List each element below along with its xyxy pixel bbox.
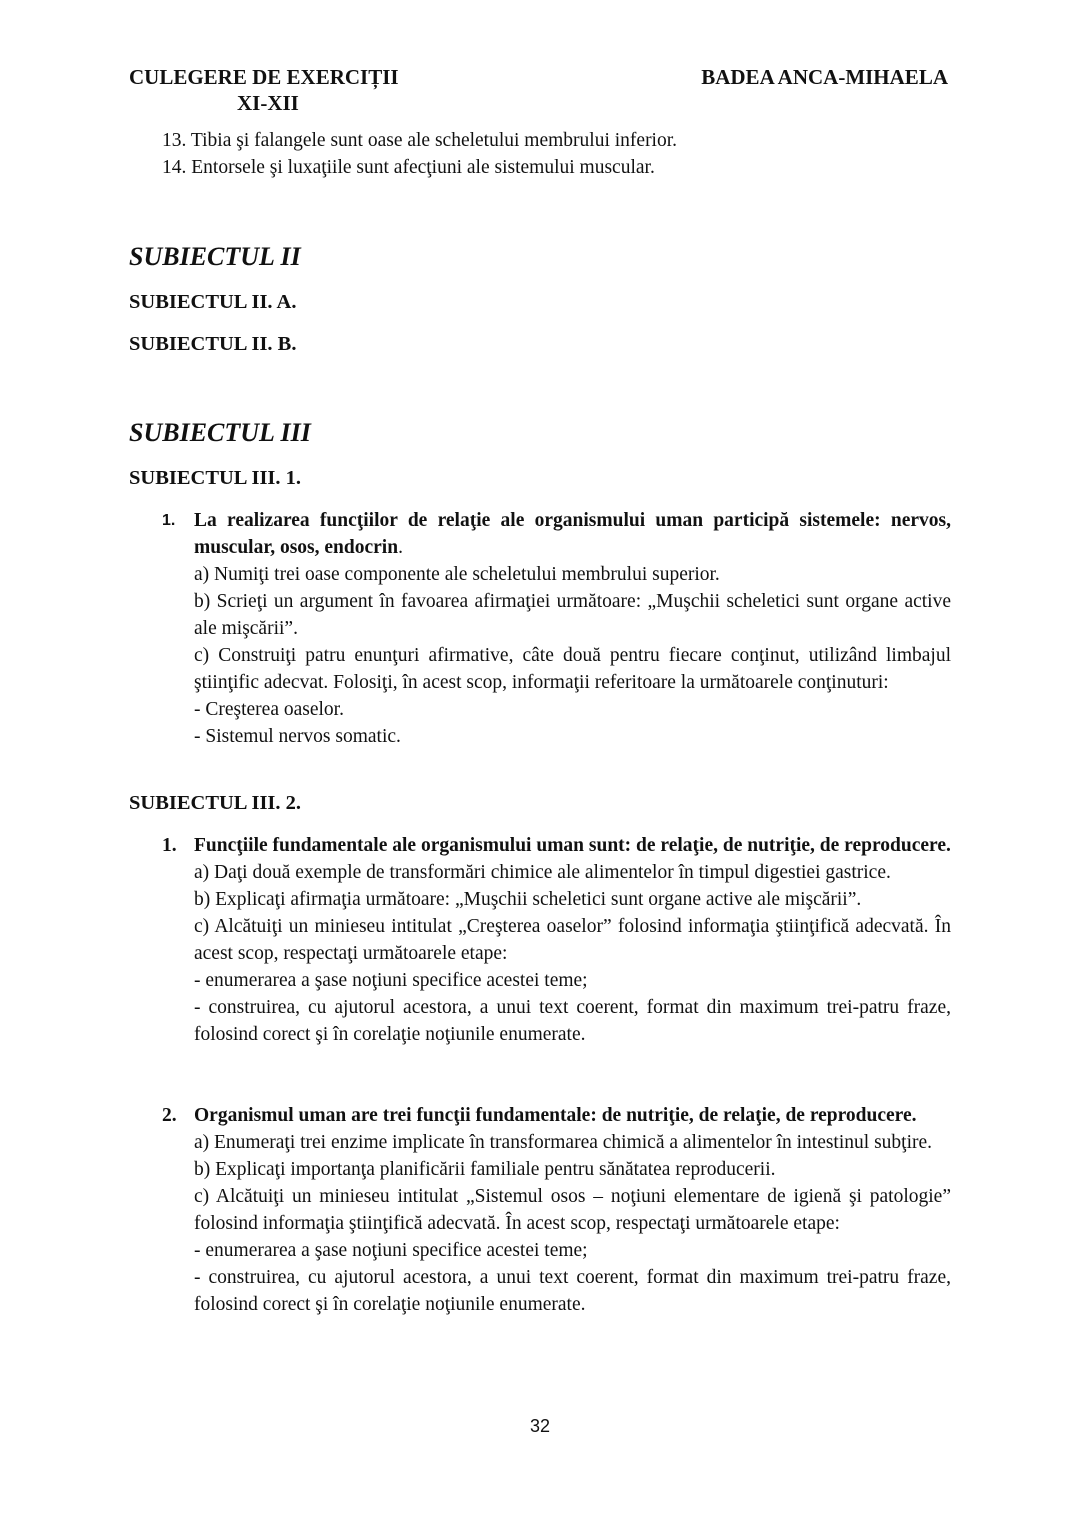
statement-13: 13. Tibia şi falangele sunt oase ale scheletului membrului inferior. <box>162 130 678 151</box>
question-stem: Funcţiile fundamentale ale organismului uman sunt: de relaţie, de nutriţie, de reproducere. <box>194 835 951 856</box>
subsection-heading-iii-2: SUBIECTUL III. 2. <box>129 792 302 814</box>
subsection-heading-iii-1: SUBIECTUL III. 1. <box>129 467 302 489</box>
question-part-c: c) Alcătuiţi un minieseu intitulat „Creşterea oaselor” folosind informaţia ştiinţifică adecvată. În acest scop, respectaţi următoarele etape: <box>194 916 951 964</box>
header-title-line1: CULEGERE DE EXERCIȚII <box>129 65 399 89</box>
question-iii-1-1 <box>162 507 951 750</box>
question-part-c-item: - Sistemul nervos somatic. <box>194 726 401 747</box>
question-iii-2-1 <box>162 832 951 1048</box>
header-title-line2: XI-XII <box>237 91 299 115</box>
question-part-b: b) Explicaţi afirmaţia următoare: „Muşchii scheletici sunt organe active ale mişcării”. <box>194 889 862 910</box>
question-part-b: b) Explicaţi importanţa planificării familiale pentru sănătatea reproducerii. <box>194 1159 776 1180</box>
subsection-heading-ii-a: SUBIECTUL II. A. <box>129 291 297 313</box>
question-part-c-item: - enumerarea a şase noţiuni specifice acestei teme; <box>194 1240 588 1261</box>
question-part-a: a) Enumeraţi trei enzime implicate în transformarea chimică a alimentelor în intestinul subţire. <box>194 1132 933 1153</box>
page-number: 32 <box>529 1416 551 1436</box>
question-part-b: b) Scrieţi un argument în favoarea afirmaţiei următoare: „Muşchii scheletici sunt organe active ale mişcării”. <box>194 591 951 639</box>
question-iii-2-2 <box>162 1102 951 1318</box>
question-part-a: a) Numiţi trei oase componente ale scheletului membrului superior. <box>194 564 720 585</box>
question-part-c-item: - enumerarea a şase noţiuni specifice acestei teme; <box>194 970 588 991</box>
question-stem-bold: La realizarea funcţiilor de relaţie ale organismului uman participă sistemele: nervos, muscular, osos, endocrin <box>194 510 951 558</box>
question-number: 2. <box>162 1105 177 1126</box>
question-stem-tail: . <box>398 537 403 558</box>
question-stem: Organismul uman are trei funcţii fundamentale: de nutriţie, de relaţie, de reproducere. <box>194 1105 917 1126</box>
question-part-c: c) Construiţi patru enunţuri afirmative, câte două pentru fiecare conţinut, utilizând limbajul ştiinţific adecvat. Folosiţi, în acest scop, informaţii referitoare la următoarele conţinuturi: <box>194 645 951 693</box>
header-author: BADEA ANCA-MIHAELA <box>701 65 948 89</box>
question-number: 1. <box>162 835 177 856</box>
question-number: 1. <box>162 512 176 529</box>
header-title <box>129 64 399 116</box>
section-heading-subiectul-ii: SUBIECTUL II <box>129 242 301 271</box>
question-part-c-item: - construirea, cu ajutorul acestora, a unui text coerent, format din maximum trei-patru fraze, folosind corect şi în corelaţie noţiunile enumerate. <box>194 997 951 1045</box>
question-part-c-item: - Creşterea oaselor. <box>194 699 344 720</box>
question-stem <box>194 507 951 561</box>
statement-list <box>162 127 962 181</box>
statement-14: 14. Entorsele şi luxaţiile sunt afecţiuni ale sistemului muscular. <box>162 157 655 178</box>
subsection-heading-ii-b: SUBIECTUL II. B. <box>129 333 297 355</box>
question-part-c-item: - construirea, cu ajutorul acestora, a unui text coerent, format din maximum trei-patru fraze, folosind corect şi în corelaţie noţiunile enumerate. <box>194 1267 951 1315</box>
question-part-c: c) Alcătuiţi un minieseu intitulat „Sistemul osos – noţiuni elementare de igienă şi patologie” folosind informaţia ştiinţifică adecvată. În acest scop, respectaţi următoarele etape: <box>194 1186 951 1234</box>
section-heading-subiectul-iii: SUBIECTUL III <box>129 418 311 447</box>
question-part-a: a) Daţi două exemple de transformări chimice ale alimentelor în timpul digestiei gastrice. <box>194 862 891 883</box>
